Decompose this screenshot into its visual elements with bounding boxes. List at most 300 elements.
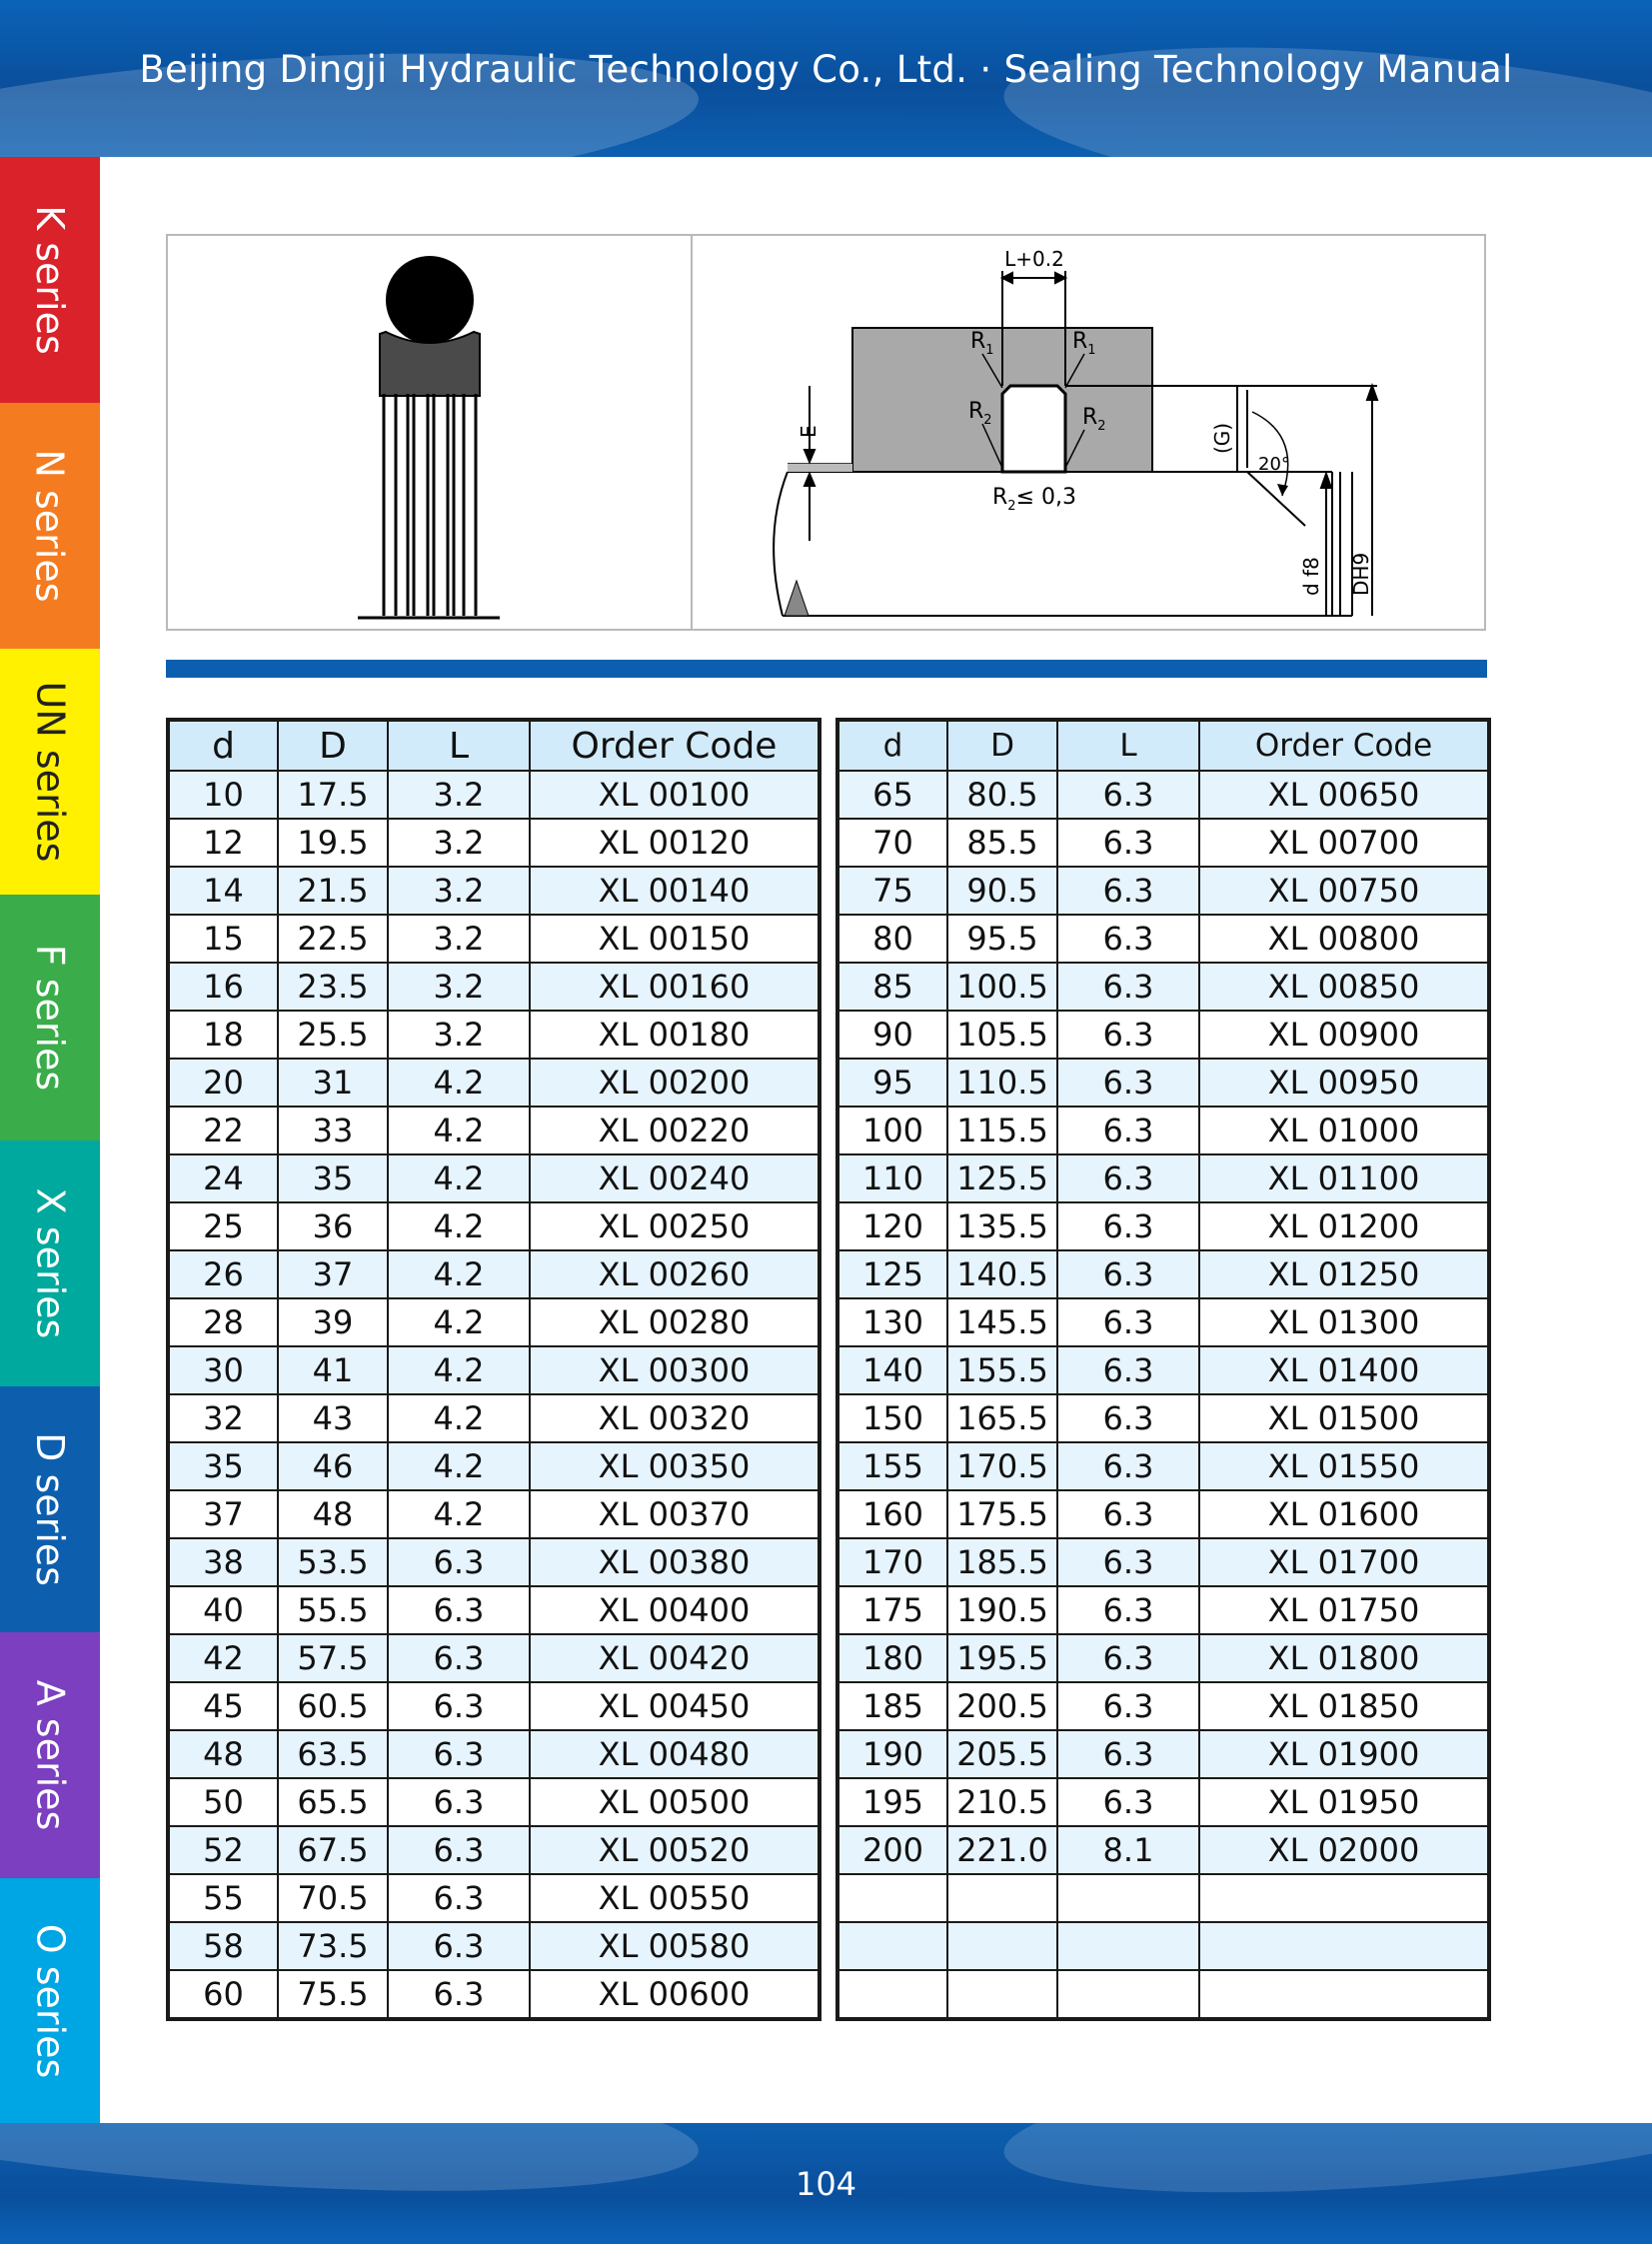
- page-header: [0, 0, 1652, 157]
- cell-order-code: XL 00450: [530, 1682, 820, 1730]
- table-row: [168, 1586, 820, 1634]
- cell-order-code: XL 00220: [530, 1107, 820, 1154]
- cell-d: 195: [837, 1778, 947, 1826]
- cell-order-code: [1199, 1922, 1489, 1970]
- cell-d: 38: [168, 1538, 278, 1586]
- cell-D: 53.5: [278, 1538, 388, 1586]
- cell-order-code: XL 00500: [530, 1778, 820, 1826]
- table-row: [168, 1154, 820, 1202]
- cell-order-code: XL 00650: [1199, 771, 1489, 819]
- cell-order-code: XL 00480: [530, 1730, 820, 1778]
- cell-L: 4.2: [388, 1250, 530, 1298]
- groove-width-label: L+0.2: [1004, 247, 1064, 271]
- tab-label: N series: [28, 449, 73, 603]
- cell-L: 6.3: [1057, 771, 1199, 819]
- table-row: [168, 1490, 820, 1538]
- tab-a-series[interactable]: [0, 1632, 100, 1878]
- cell-order-code: XL 01950: [1199, 1778, 1489, 1826]
- table-row: [837, 1778, 1489, 1826]
- cell-order-code: XL 00750: [1199, 867, 1489, 915]
- cell-D: 65.5: [278, 1778, 388, 1826]
- cell-order-code: XL 00200: [530, 1059, 820, 1107]
- cell-d: 28: [168, 1298, 278, 1346]
- table-row: [837, 1538, 1489, 1586]
- cell-d: 190: [837, 1730, 947, 1778]
- table-row: [168, 1107, 820, 1154]
- cell-D: 195.5: [947, 1634, 1057, 1682]
- cell-order-code: XL 00160: [530, 963, 820, 1011]
- cell-d: 52: [168, 1826, 278, 1874]
- table-row: [168, 1826, 820, 1874]
- cell-d: 14: [168, 867, 278, 915]
- table-row: [837, 915, 1489, 963]
- cell-order-code: XL 00260: [530, 1250, 820, 1298]
- groove-dimension-drawing: [693, 236, 1487, 629]
- table-row: [168, 1202, 820, 1250]
- size-table-left: [166, 718, 822, 2021]
- cell-order-code: XL 00700: [1199, 819, 1489, 867]
- g-label: (G): [1210, 422, 1234, 454]
- cell-L: 6.3: [388, 1922, 530, 1970]
- table-row: [837, 1490, 1489, 1538]
- e-label: E: [797, 425, 821, 438]
- cell-L: 6.3: [388, 1730, 530, 1778]
- seal-profile-drawing: [168, 236, 688, 629]
- chamfer-mark: [785, 581, 809, 616]
- table-row: [837, 771, 1489, 819]
- table-row: [168, 1634, 820, 1682]
- table-row: [837, 1107, 1489, 1154]
- cell-d: 18: [168, 1011, 278, 1059]
- table-row: [168, 963, 820, 1011]
- table-body-right: [837, 771, 1489, 2019]
- cell-d: 30: [168, 1346, 278, 1394]
- cell-d: 150: [837, 1394, 947, 1442]
- cell-d: 180: [837, 1634, 947, 1682]
- cell-d: 55: [168, 1874, 278, 1922]
- radius-r2-left-label: $R_2$: [968, 399, 992, 428]
- cell-d: 50: [168, 1778, 278, 1826]
- cell-L: 6.3: [1057, 1154, 1199, 1202]
- table-row: [168, 1778, 820, 1826]
- table-row: [168, 1011, 820, 1059]
- cell-order-code: XL 01500: [1199, 1394, 1489, 1442]
- cell-L: 6.3: [1057, 1586, 1199, 1634]
- cell-D: 17.5: [278, 771, 388, 819]
- table-row: [168, 771, 820, 819]
- cell-D: 221.0: [947, 1826, 1057, 1874]
- cell-D: 33: [278, 1107, 388, 1154]
- table-row: [168, 1682, 820, 1730]
- cell-D: 25.5: [278, 1011, 388, 1059]
- cell-L: 4.2: [388, 1154, 530, 1202]
- technical-drawing-panel: [166, 234, 1486, 631]
- cell-D: 48: [278, 1490, 388, 1538]
- cell-L: 6.3: [1057, 963, 1199, 1011]
- cell-L: 4.2: [388, 1442, 530, 1490]
- tab-label: UN series: [28, 681, 73, 863]
- cell-d: 37: [168, 1490, 278, 1538]
- cell-D: 23.5: [278, 963, 388, 1011]
- cell-L: 4.2: [388, 1394, 530, 1442]
- cell-order-code: XL 00280: [530, 1298, 820, 1346]
- cell-D: 35: [278, 1154, 388, 1202]
- table-row: [168, 1394, 820, 1442]
- cell-L: 6.3: [1057, 1011, 1199, 1059]
- cell-L: [1057, 1922, 1199, 1970]
- cell-d: 20: [168, 1059, 278, 1107]
- radius-r1-left-label: $R_1$: [970, 329, 994, 358]
- tab-k-series[interactable]: [0, 157, 100, 403]
- cell-d: 58: [168, 1922, 278, 1970]
- table-row: [837, 1922, 1489, 1970]
- cell-d: 16: [168, 963, 278, 1011]
- table-row: [837, 1730, 1489, 1778]
- cell-order-code: XL 00150: [530, 915, 820, 963]
- cell-L: 4.2: [388, 1107, 530, 1154]
- size-table-right: [835, 718, 1491, 2021]
- cell-order-code: XL 00420: [530, 1634, 820, 1682]
- section-divider: [166, 660, 1487, 678]
- cell-d: 60: [168, 1970, 278, 2019]
- cell-d: [837, 1970, 947, 2019]
- cell-L: 6.3: [1057, 915, 1199, 963]
- tab-o-series[interactable]: [0, 1878, 100, 2123]
- cell-order-code: XL 01300: [1199, 1298, 1489, 1346]
- table-row: [168, 1346, 820, 1394]
- tab-x-series[interactable]: [0, 1140, 100, 1386]
- cell-D: [947, 1922, 1057, 1970]
- cell-D: 140.5: [947, 1250, 1057, 1298]
- cell-order-code: XL 00140: [530, 867, 820, 915]
- cell-L: 6.3: [388, 1586, 530, 1634]
- cell-d: 48: [168, 1730, 278, 1778]
- cell-D: 165.5: [947, 1394, 1057, 1442]
- cell-L: 6.3: [388, 1778, 530, 1826]
- cell-D: 22.5: [278, 915, 388, 963]
- cell-D: 170.5: [947, 1442, 1057, 1490]
- table-row: [168, 1059, 820, 1107]
- column-header-D: D: [947, 720, 1057, 771]
- cell-order-code: XL 00400: [530, 1586, 820, 1634]
- cell-L: 3.2: [388, 819, 530, 867]
- series-sidebar: [0, 157, 100, 2123]
- cell-L: 6.3: [388, 1874, 530, 1922]
- cell-D: 200.5: [947, 1682, 1057, 1730]
- cell-order-code: XL 01100: [1199, 1154, 1489, 1202]
- cell-D: 110.5: [947, 1059, 1057, 1107]
- cell-D: 73.5: [278, 1922, 388, 1970]
- cell-D: 19.5: [278, 819, 388, 867]
- cell-order-code: XL 01250: [1199, 1250, 1489, 1298]
- column-header-d: d: [837, 720, 947, 771]
- cell-L: 6.3: [388, 1538, 530, 1586]
- cell-order-code: XL 00800: [1199, 915, 1489, 963]
- cell-D: 67.5: [278, 1826, 388, 1874]
- table-row: [168, 1922, 820, 1970]
- cell-d: 25: [168, 1202, 278, 1250]
- cell-order-code: XL 01900: [1199, 1730, 1489, 1778]
- cell-D: 80.5: [947, 771, 1057, 819]
- column-header-order-code: Order Code: [1199, 720, 1489, 771]
- table-row: [168, 1874, 820, 1922]
- cell-L: 8.1: [1057, 1826, 1199, 1874]
- cell-L: 3.2: [388, 1011, 530, 1059]
- tab-un-series[interactable]: [0, 649, 100, 895]
- cell-L: 6.3: [1057, 1202, 1199, 1250]
- cell-order-code: XL 00550: [530, 1874, 820, 1922]
- cell-L: 6.3: [1057, 1730, 1199, 1778]
- table-row: [168, 1730, 820, 1778]
- cell-L: 3.2: [388, 867, 530, 915]
- table-row: [837, 1298, 1489, 1346]
- cell-L: [1057, 1970, 1199, 2019]
- cell-D: 75.5: [278, 1970, 388, 2019]
- table-row: [837, 1154, 1489, 1202]
- cell-L: 6.3: [1057, 1250, 1199, 1298]
- cell-order-code: XL 00120: [530, 819, 820, 867]
- cell-D: 125.5: [947, 1154, 1057, 1202]
- cell-L: 3.2: [388, 963, 530, 1011]
- cell-order-code: XL 01850: [1199, 1682, 1489, 1730]
- cell-D: 63.5: [278, 1730, 388, 1778]
- cell-D: 135.5: [947, 1202, 1057, 1250]
- cell-L: 6.3: [1057, 1490, 1199, 1538]
- tab-label: D series: [28, 1432, 72, 1586]
- table-row: [837, 1202, 1489, 1250]
- cell-D: 57.5: [278, 1634, 388, 1682]
- cell-order-code: XL 00240: [530, 1154, 820, 1202]
- cell-L: 6.3: [1057, 1442, 1199, 1490]
- radius-r1-right-label: $R_1$: [1072, 329, 1096, 358]
- cell-order-code: XL 00250: [530, 1202, 820, 1250]
- cell-d: 35: [168, 1442, 278, 1490]
- cell-d: 26: [168, 1250, 278, 1298]
- cell-D: [947, 1970, 1057, 2019]
- cell-d: 65: [837, 771, 947, 819]
- cell-order-code: XL 00900: [1199, 1011, 1489, 1059]
- table-row: [837, 1394, 1489, 1442]
- cell-order-code: [1199, 1874, 1489, 1922]
- cell-L: 4.2: [388, 1202, 530, 1250]
- tab-label: F series: [28, 944, 73, 1092]
- cell-L: 6.3: [1057, 1107, 1199, 1154]
- cell-order-code: XL 00100: [530, 771, 820, 819]
- cell-L: 6.3: [1057, 1682, 1199, 1730]
- cell-D: 155.5: [947, 1346, 1057, 1394]
- table-row: [168, 1298, 820, 1346]
- cell-D: 175.5: [947, 1490, 1057, 1538]
- cell-d: 125: [837, 1250, 947, 1298]
- cell-L: 6.3: [388, 1970, 530, 2019]
- cell-d: 10: [168, 771, 278, 819]
- tab-f-series[interactable]: [0, 895, 100, 1140]
- table-row: [168, 1250, 820, 1298]
- cell-order-code: XL 01750: [1199, 1586, 1489, 1634]
- cell-D: 95.5: [947, 915, 1057, 963]
- cell-d: [837, 1922, 947, 1970]
- cell-D: 185.5: [947, 1538, 1057, 1586]
- cell-L: 6.3: [1057, 1538, 1199, 1586]
- cell-L: 6.3: [1057, 1778, 1199, 1826]
- table-row: [168, 867, 820, 915]
- cell-L: [1057, 1874, 1199, 1922]
- tab-label: X series: [28, 1187, 72, 1339]
- cell-L: 6.3: [388, 1634, 530, 1682]
- cell-order-code: XL 01800: [1199, 1634, 1489, 1682]
- cell-D: [947, 1874, 1057, 1922]
- tab-label: O series: [28, 1923, 72, 2078]
- cell-L: 4.2: [388, 1059, 530, 1107]
- cell-D: 21.5: [278, 867, 388, 915]
- cell-d: 32: [168, 1394, 278, 1442]
- table-row: [168, 819, 820, 867]
- df8-label: d f8: [1299, 557, 1323, 596]
- tab-n-series[interactable]: [0, 403, 100, 649]
- cell-d: 140: [837, 1346, 947, 1394]
- seal-groove: [1002, 386, 1065, 472]
- table-row: [837, 1059, 1489, 1107]
- dh9-label: DH9: [1349, 552, 1373, 596]
- table-row: [168, 1442, 820, 1490]
- cell-D: 210.5: [947, 1778, 1057, 1826]
- cell-order-code: XL 01000: [1199, 1107, 1489, 1154]
- cell-D: 190.5: [947, 1586, 1057, 1634]
- column-header-L: L: [1057, 720, 1199, 771]
- column-header-L: L: [388, 720, 530, 771]
- cell-d: 170: [837, 1538, 947, 1586]
- table-row: [168, 1970, 820, 2019]
- cell-d: 45: [168, 1682, 278, 1730]
- cell-d: 130: [837, 1298, 947, 1346]
- cell-L: 6.3: [1057, 1394, 1199, 1442]
- table-row: [837, 1346, 1489, 1394]
- cell-d: 95: [837, 1059, 947, 1107]
- tab-d-series[interactable]: [0, 1386, 100, 1632]
- cell-D: 36: [278, 1202, 388, 1250]
- cell-L: 6.3: [388, 1826, 530, 1874]
- cell-D: 85.5: [947, 819, 1057, 867]
- cell-order-code: XL 00850: [1199, 963, 1489, 1011]
- cell-order-code: XL 00320: [530, 1394, 820, 1442]
- cell-L: 4.2: [388, 1346, 530, 1394]
- cell-D: 60.5: [278, 1682, 388, 1730]
- column-header-d: d: [168, 720, 278, 771]
- cell-L: 4.2: [388, 1298, 530, 1346]
- cell-L: 6.3: [388, 1682, 530, 1730]
- cell-d: 22: [168, 1107, 278, 1154]
- table-header-row: [837, 720, 1489, 771]
- cell-d: 15: [168, 915, 278, 963]
- cell-order-code: XL 01600: [1199, 1490, 1489, 1538]
- cell-d: 75: [837, 867, 947, 915]
- cell-order-code: XL 01700: [1199, 1538, 1489, 1586]
- cell-d: 185: [837, 1682, 947, 1730]
- cell-D: 205.5: [947, 1730, 1057, 1778]
- mounting-stand: [358, 394, 500, 618]
- o-ring-section: [386, 256, 474, 344]
- cell-D: 39: [278, 1298, 388, 1346]
- cell-d: 175: [837, 1586, 947, 1634]
- cell-order-code: XL 00370: [530, 1490, 820, 1538]
- cell-L: 6.3: [1057, 1346, 1199, 1394]
- cell-D: 41: [278, 1346, 388, 1394]
- cell-L: 3.2: [388, 915, 530, 963]
- cell-L: 6.3: [1057, 867, 1199, 915]
- cell-D: 55.5: [278, 1586, 388, 1634]
- cell-d: 160: [837, 1490, 947, 1538]
- cell-order-code: XL 00520: [530, 1826, 820, 1874]
- radius-r2-note: $R_2\le 0,3$: [992, 485, 1076, 514]
- cell-L: 4.2: [388, 1490, 530, 1538]
- cell-order-code: XL 00950: [1199, 1059, 1489, 1107]
- tab-label: K series: [28, 205, 73, 355]
- cell-order-code: XL 01550: [1199, 1442, 1489, 1490]
- cell-order-code: XL 01200: [1199, 1202, 1489, 1250]
- cell-order-code: XL 02000: [1199, 1826, 1489, 1874]
- cell-order-code: XL 00600: [530, 1970, 820, 2019]
- column-header-order-code: Order Code: [530, 720, 820, 771]
- cell-D: 46: [278, 1442, 388, 1490]
- table-row: [168, 915, 820, 963]
- cell-d: 100: [837, 1107, 947, 1154]
- cell-d: 120: [837, 1202, 947, 1250]
- cell-d: 12: [168, 819, 278, 867]
- radius-r2-right-label: $R_2$: [1082, 405, 1106, 434]
- cell-order-code: XL 00350: [530, 1442, 820, 1490]
- cell-L: 6.3: [1057, 819, 1199, 867]
- table-row: [837, 1826, 1489, 1874]
- page-number: 104: [795, 2165, 857, 2203]
- cell-d: 80: [837, 915, 947, 963]
- table-row: [837, 867, 1489, 915]
- cell-d: 24: [168, 1154, 278, 1202]
- cell-D: 70.5: [278, 1874, 388, 1922]
- cell-D: 105.5: [947, 1011, 1057, 1059]
- table-row: [837, 819, 1489, 867]
- cell-L: 6.3: [1057, 1059, 1199, 1107]
- table-row: [837, 1682, 1489, 1730]
- cell-D: 43: [278, 1394, 388, 1442]
- cell-d: 155: [837, 1442, 947, 1490]
- cell-d: 110: [837, 1154, 947, 1202]
- cell-order-code: XL 00580: [530, 1922, 820, 1970]
- angle-label: 20°: [1258, 454, 1290, 475]
- cell-order-code: XL 01400: [1199, 1346, 1489, 1394]
- cell-d: 200: [837, 1826, 947, 1874]
- cell-D: 100.5: [947, 963, 1057, 1011]
- cell-d: 42: [168, 1634, 278, 1682]
- page-footer: [0, 2123, 1652, 2244]
- cell-d: 70: [837, 819, 947, 867]
- column-header-D: D: [278, 720, 388, 771]
- cell-d: [837, 1874, 947, 1922]
- table-header-row: [168, 720, 820, 771]
- cell-D: 37: [278, 1250, 388, 1298]
- table-row: [837, 1250, 1489, 1298]
- cell-L: 6.3: [1057, 1298, 1199, 1346]
- table-row: [168, 1538, 820, 1586]
- cell-D: 145.5: [947, 1298, 1057, 1346]
- tab-label: A series: [28, 1679, 73, 1831]
- cell-D: 115.5: [947, 1107, 1057, 1154]
- cell-L: 6.3: [1057, 1634, 1199, 1682]
- cell-D: 90.5: [947, 867, 1057, 915]
- table-row: [837, 1442, 1489, 1490]
- cell-D: 31: [278, 1059, 388, 1107]
- cell-d: 85: [837, 963, 947, 1011]
- cell-d: 40: [168, 1586, 278, 1634]
